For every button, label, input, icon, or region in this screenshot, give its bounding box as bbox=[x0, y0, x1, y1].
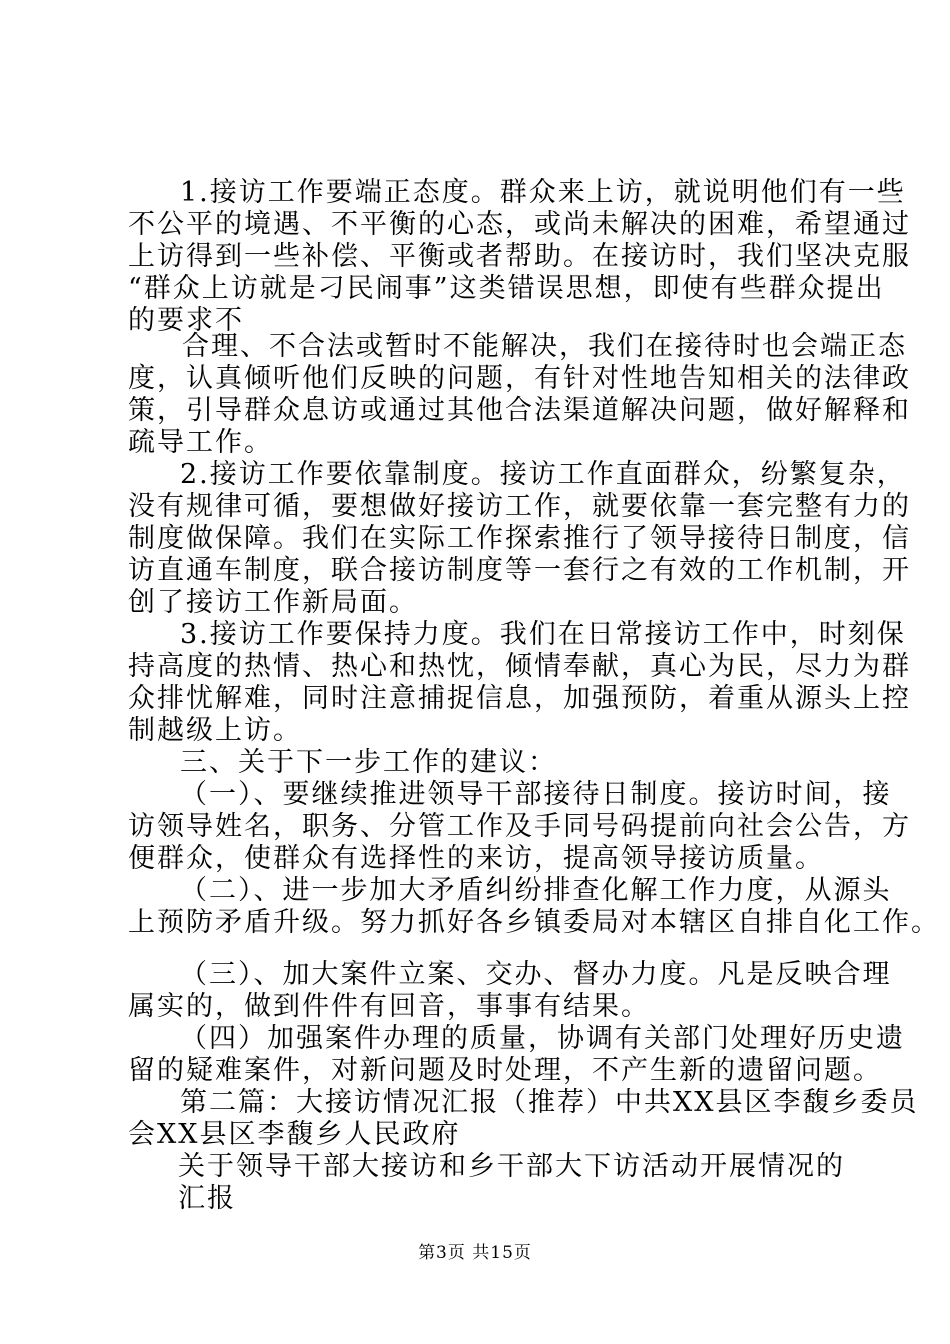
paragraph-line: 疏导工作。 bbox=[128, 427, 273, 458]
page-number-footer: 第3页 共15页 bbox=[418, 1243, 532, 1263]
paragraph-line: 的要求不 bbox=[128, 305, 244, 336]
paragraph-line: 没有规律可循，要想做好接访工作，就要依靠一套完整有力的 bbox=[128, 491, 911, 522]
paragraph-line: 上访得到一些补偿、平衡或者帮助。在接访时，我们坚决克服 bbox=[128, 241, 911, 272]
paragraph-line: 2.接访工作要依靠制度。接访工作直面群众，纷繁复杂， bbox=[180, 459, 906, 490]
paragraph-line: 属实的，做到件件有回音，事事有结果。 bbox=[128, 991, 650, 1022]
paragraph-line: 制度做保障。我们在实际工作探索推行了领导接待日制度，信 bbox=[128, 523, 911, 554]
report-title: 汇报 bbox=[178, 1183, 236, 1214]
paragraph-line: 便群众，使群众有选择性的来访，提高领导接访质量。 bbox=[128, 843, 824, 874]
paragraph-line: （四）加强案件办理的质量，协调有关部门处理好历史遗 bbox=[180, 1023, 905, 1054]
paragraph-line: 持高度的热情、热心和热忱，倾情奉献，真心为民，尽力为群 bbox=[128, 651, 911, 682]
report-title: 关于领导干部大接访和乡干部大下访活动开展情况的 bbox=[178, 1151, 845, 1182]
paragraph-line: 合理、不合法或暂时不能解决，我们在接待时也会端正态 bbox=[182, 331, 907, 362]
paragraph-line: （一）、要继续推进领导干部接待日制度。接访时间，接 bbox=[180, 779, 892, 810]
paragraph-line: “群众上访就是刁民闹事”这类错误思想，即使有些群众提出 bbox=[128, 273, 885, 304]
paragraph-line: 创了接访工作新局面。 bbox=[128, 587, 418, 618]
paragraph-line: （三）、加大案件立案、交办、督办力度。凡是反映合理 bbox=[180, 959, 892, 990]
paragraph-line: 不公平的境遇、不平衡的心态，或尚未解决的困难，希望通过 bbox=[128, 209, 911, 240]
paragraph-line: 策，引导群众息访或通过其他合法渠道解决问题，做好解释和 bbox=[128, 395, 911, 426]
paragraph-line: 度，认真倾听他们反映的问题，有针对性地告知相关的法律政 bbox=[128, 363, 911, 394]
chapter-heading: 会XX县区李馥乡人民政府 bbox=[128, 1119, 461, 1150]
paragraph-line: 1.接访工作要端正态度。群众来上访，就说明他们有一些 bbox=[180, 177, 906, 208]
chapter-heading: 第二篇：大接访情况汇报（推荐）中共XX县区李馥乡委员 bbox=[180, 1087, 919, 1118]
paragraph-line: 众排忧解难，同时注意捕捉信息，加强预防，着重从源头上控 bbox=[128, 683, 911, 714]
paragraph-line: 制越级上访。 bbox=[128, 715, 302, 746]
paragraph-line: （二）、进一步加大矛盾纠纷排查化解工作力度，从源头 bbox=[180, 875, 892, 906]
paragraph-line: 留的疑难案件，对新问题及时处理，不产生新的遗留问题。 bbox=[128, 1055, 882, 1086]
paragraph-line: 访直通车制度，联合接访制度等一套行之有效的工作机制，开 bbox=[128, 555, 911, 586]
paragraph-line: 3.接访工作要保持力度。我们在日常接访工作中，时刻保 bbox=[180, 619, 906, 650]
section-heading: 三、关于下一步工作的建议： bbox=[180, 747, 557, 778]
paragraph-line: 访领导姓名，职务、分管工作及手同号码提前向社会公告，方 bbox=[128, 811, 911, 842]
paragraph-line: 上预防矛盾升级。努力抓好各乡镇委局对本辖区自排自化工作。 bbox=[128, 907, 940, 938]
